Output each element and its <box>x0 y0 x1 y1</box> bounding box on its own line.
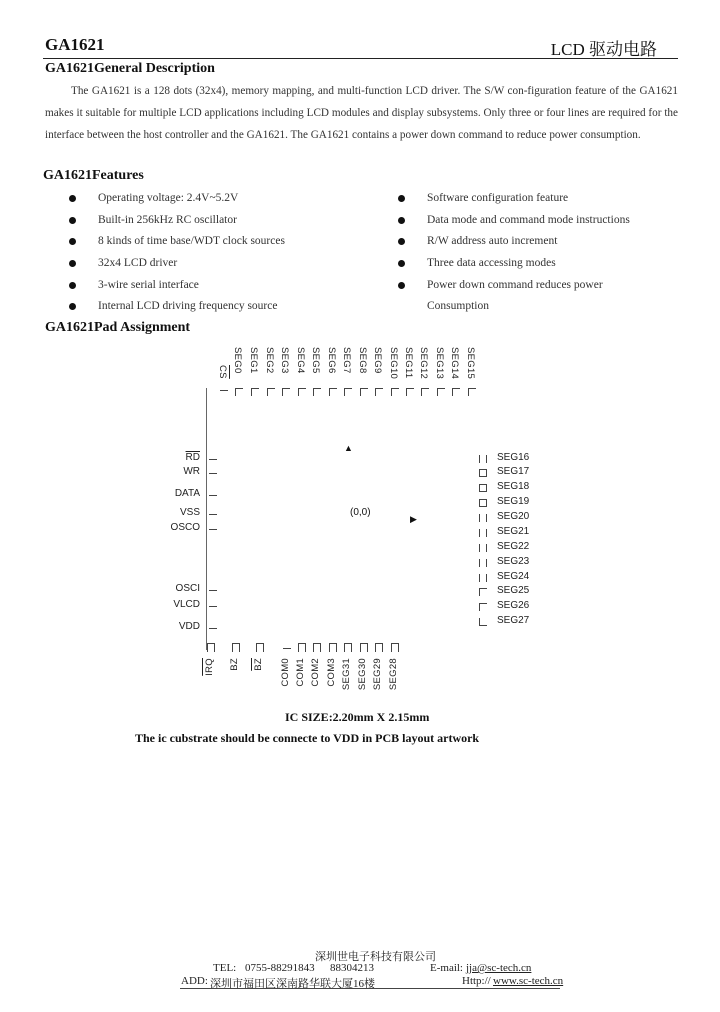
feature-item: Internal LCD driving frequency source <box>69 296 285 318</box>
left-pin-pad <box>209 495 217 496</box>
footer-web-label: Http:// <box>462 975 491 987</box>
left-pin-label: VLCD <box>173 599 200 610</box>
top-pin-pad <box>406 388 414 396</box>
ic-substrate-note: The ic cubstrate should be connecte to VDD in PCB layout artwork <box>135 731 480 745</box>
bottom-pin-pad <box>256 643 264 652</box>
general-description-paragraph: The GA1621 is a 128 dots (32x4), memory mapping, and multi-function LCD driver. The S/W con-figuration feature of the GA1621 makes it suitable for multiple LCD applications including LCD modules and display subsystems. Only three or four lines are required for the interface between the host controller and the GA1621. The GA1621 contains a power down command to reduce power consumption. <box>45 85 678 141</box>
right-pin-label: SEG22 <box>497 541 530 552</box>
feature-item-continuation: Consumption <box>427 300 489 313</box>
bottom-pin-pad <box>360 643 368 652</box>
top-pin-label: SEG12 <box>418 347 429 380</box>
left-pin-label: OSCO <box>170 522 200 533</box>
top-pin-pad <box>344 388 352 396</box>
top-pin-label: SEG11 <box>403 347 414 379</box>
top-pin-label: SEG7 <box>341 347 352 374</box>
header-rule <box>43 58 678 59</box>
up-arrow-icon: ▲ <box>344 443 353 453</box>
bottom-pin-label: SEG31 <box>341 658 352 691</box>
right-pin-pad <box>479 559 487 567</box>
feature-item: Data mode and command mode instructions <box>398 210 630 232</box>
right-pin-pad <box>479 603 487 611</box>
right-pin-label: SEG24 <box>497 571 530 582</box>
doc-model-title: GA1621 <box>45 35 105 54</box>
right-pin-pad <box>479 529 487 537</box>
top-pin-pad <box>313 388 321 396</box>
right-pin-label: SEG25 <box>497 585 530 596</box>
top-pin-label: SEG9 <box>372 347 383 374</box>
bottom-pin-pad <box>232 643 240 652</box>
top-pin-pad <box>468 388 476 396</box>
bottom-pin-pad <box>344 643 352 652</box>
feature-item: 3-wire serial interface <box>69 275 285 297</box>
top-pin-pad <box>220 390 228 391</box>
bottom-pin-label: COM3 <box>326 658 337 687</box>
left-pin-label: DATA <box>174 488 200 499</box>
footer-tel1: 0755-88291843 <box>245 962 315 974</box>
footer-rule <box>180 988 560 989</box>
bottom-pin-pad <box>375 643 383 652</box>
bottom-pin-label: COM2 <box>310 658 321 687</box>
bottom-pin-pad <box>329 643 337 652</box>
top-pin-pad <box>298 388 306 396</box>
footer-company: 深圳世电子科技有限公司 <box>315 951 436 963</box>
footer-tel-label: TEL: <box>213 962 237 974</box>
bottom-pin-label: SEG29 <box>372 658 383 691</box>
top-pin-label: SEG6 <box>326 347 337 374</box>
feature-item: Software configuration feature <box>398 188 630 210</box>
feature-item: 32x4 LCD driver <box>69 253 285 275</box>
top-pin-label: SEG4 <box>295 347 306 374</box>
left-pin-pad <box>209 628 217 629</box>
pad-assignment-heading: GA1621Pad Assignment <box>45 320 191 335</box>
top-pin-pad <box>282 388 290 396</box>
right-pin-label: SEG18 <box>497 481 530 492</box>
right-pin-label: SEG17 <box>497 466 530 477</box>
right-pin-label: SEG23 <box>497 556 530 567</box>
top-pin-label: SEG2 <box>264 347 275 374</box>
right-pin-pad <box>479 469 487 477</box>
bottom-pin-pad <box>391 643 399 652</box>
top-pin-pad <box>391 388 399 396</box>
top-pin-label: SEG5 <box>310 347 321 374</box>
top-pin-pad <box>267 388 275 396</box>
left-pin-label: $\overline{RD}$ <box>185 452 200 463</box>
feature-item: Power down command reduces power <box>398 275 630 297</box>
feature-item: Built-in 256kHz RC oscillator <box>69 210 285 232</box>
top-pin-pad <box>251 388 259 396</box>
features-heading: GA1621Features <box>43 168 144 183</box>
right-pin-label: SEG19 <box>497 496 530 507</box>
top-pin-pad <box>421 388 429 396</box>
left-pin-pad <box>209 606 217 607</box>
feature-item: Three data accessing modes <box>398 253 630 275</box>
top-pin-label: SEG1 <box>248 347 259 374</box>
right-pin-pad <box>479 514 487 522</box>
right-pin-label: SEG16 <box>497 452 530 463</box>
top-pin-pad <box>437 388 445 396</box>
bottom-pin-pad <box>207 643 215 652</box>
right-pin-pad <box>479 499 487 507</box>
feature-item: Operating voltage: 2.4V~5.2V <box>69 188 285 210</box>
left-pin-pad <box>209 473 217 474</box>
top-pin-pad <box>329 388 337 396</box>
top-pin-pad <box>375 388 383 396</box>
right-arrow-icon: ▶ <box>410 514 417 524</box>
chip-left-edge <box>206 388 207 650</box>
top-pin-label: CS <box>217 365 228 379</box>
left-pin-label: VSS <box>179 507 200 518</box>
right-pin-pad <box>479 484 487 492</box>
right-pin-pad <box>479 455 487 463</box>
top-pin-pad <box>360 388 368 396</box>
bottom-pin-label: COM0 <box>280 658 291 687</box>
right-pin-label: SEG21 <box>497 526 530 537</box>
bottom-pin-label: SEG28 <box>388 658 399 691</box>
features-right-list <box>398 188 630 318</box>
left-pin-label: WR <box>183 466 200 477</box>
footer-email-label: E-mail: <box>430 962 463 974</box>
footer-address: 深圳市福田区深南路华联大厦16楼 <box>210 978 375 990</box>
top-pin-label: SEG13 <box>434 347 445 380</box>
footer-email-link[interactable]: jja@sc-tech.cn <box>466 962 532 974</box>
top-pin-label: SEG3 <box>279 347 290 374</box>
footer-tel2: 88304213 <box>330 962 374 974</box>
footer-web-link[interactable]: www.sc-tech.cn <box>493 975 564 987</box>
bottom-pin-label: SEG30 <box>357 658 368 691</box>
right-pin-label: SEG27 <box>497 615 530 626</box>
top-pin-label: SEG15 <box>465 347 476 380</box>
origin-label: (0,0) <box>350 507 371 518</box>
ic-size: IC SIZE:2.20mm X 2.15mm <box>285 710 430 724</box>
right-pin-pad <box>479 544 487 552</box>
bottom-pin-label: IRQ <box>204 658 215 676</box>
feature-item: R/W address auto increment <box>398 231 630 253</box>
features-left-list <box>69 188 285 318</box>
bottom-pin-pad <box>313 643 321 652</box>
right-pin-label: SEG20 <box>497 511 530 522</box>
left-pin-pad <box>209 459 217 460</box>
bottom-pin-label: BZ <box>253 658 264 671</box>
top-pin-pad <box>452 388 460 396</box>
bottom-pin-pad <box>298 643 306 652</box>
general-description-heading: GA1621General Description <box>45 61 215 76</box>
bottom-pin-pad <box>283 648 291 649</box>
right-pin-label: SEG26 <box>497 600 530 611</box>
footer-addr-label: ADD: <box>181 975 208 987</box>
bottom-pin-label: COM1 <box>295 658 306 687</box>
left-pin-label: OSCI <box>175 583 200 594</box>
doc-category-title: LCD 驱动电路 <box>550 40 657 59</box>
top-pin-label: SEG8 <box>357 347 368 374</box>
top-pin-label: SEG10 <box>388 347 399 380</box>
top-pin-label: SEG0 <box>232 347 243 374</box>
right-pin-pad <box>479 618 487 626</box>
top-pin-pad <box>235 388 243 396</box>
feature-item: 8 kinds of time base/WDT clock sources <box>69 231 285 253</box>
left-pin-pad <box>209 590 217 591</box>
general-description-text <box>45 80 678 146</box>
bottom-pin-label: BZ <box>229 658 240 671</box>
top-pin-label: SEG14 <box>449 347 460 380</box>
right-pin-pad <box>479 588 487 596</box>
right-pin-pad <box>479 574 487 582</box>
left-pin-label: VDD <box>178 621 200 632</box>
left-pin-pad <box>209 529 217 530</box>
left-pin-pad <box>209 514 217 515</box>
